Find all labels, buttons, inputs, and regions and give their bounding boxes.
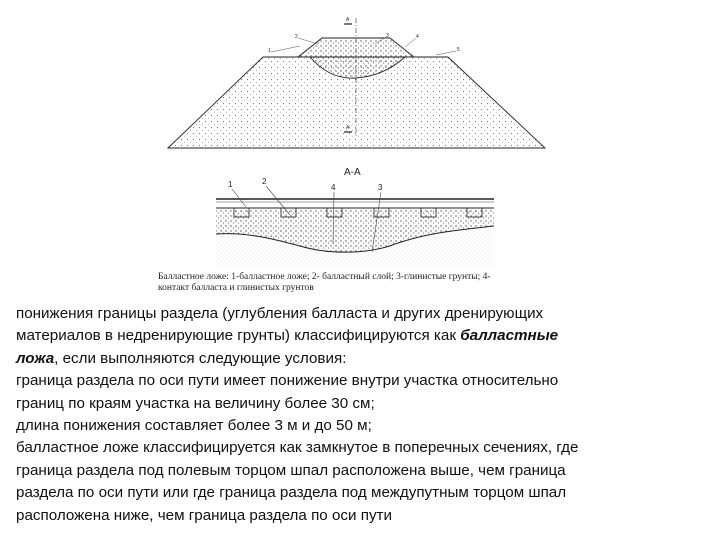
text-line-9: раздела по оси пути или где граница раздела под междупутным торцом шпал (16, 484, 567, 502)
top-label-3: 3 (386, 33, 389, 39)
embankment-cross-section (168, 18, 545, 148)
text-p1-c: , если выполняются следующие условия: (54, 349, 347, 367)
text-line-4: граница раздела по оси пути имеет понижение внутри участка относительно (16, 372, 559, 390)
section-marker-bottom: А (346, 125, 350, 131)
top-label-1: 1 (268, 48, 271, 54)
text-line-6: длина понижения составляет более 3 м и до 50 м; (16, 417, 372, 435)
figure-caption (158, 272, 578, 294)
section-label-1: 1 (228, 180, 233, 189)
text-p1-b: материалов в недренирующие грунты) классифицируются как (16, 327, 461, 345)
section-label-3: 3 (378, 183, 383, 192)
section-label-4: 4 (331, 183, 336, 192)
longitudinal-section (216, 186, 494, 267)
section-marker-top: А (346, 17, 350, 23)
text-line-3 (16, 348, 716, 370)
text-line-2 (16, 325, 716, 347)
text-line-10: расположена ниже, чем граница раздела по оси пути (16, 506, 392, 524)
body-text (16, 303, 716, 527)
text-line-7: балластное ложе классифицируется как замкнутое в поперечных сечениях, где (16, 439, 579, 457)
term-ballast-beds-1: балластные (460, 327, 559, 345)
caption-line-2: контакт балласта и глинистых грунтов (158, 283, 314, 293)
top-label-4: 4 (416, 34, 419, 40)
term-ballast-beds-2: ложа (16, 349, 55, 367)
caption-line-1: Балластное ложе: 1-балластное ложе; 2- балластный слой; 3-глинистые грунты; 4- (158, 272, 491, 282)
text-line-8: граница раздела под полевым торцом шпал расположена выше, чем граница (16, 461, 566, 479)
text-line-1 (16, 303, 716, 325)
text-line-5: границ по краям участка на величину более 30 см; (16, 394, 375, 412)
top-label-2: 2 (295, 34, 298, 40)
section-label-2: 2 (262, 177, 267, 186)
text-p1-a: понижения границы раздела (углубления балласта и других дренирующих (16, 305, 544, 322)
top-label-5: 5 (457, 47, 460, 53)
section-title: А-А (344, 167, 361, 178)
